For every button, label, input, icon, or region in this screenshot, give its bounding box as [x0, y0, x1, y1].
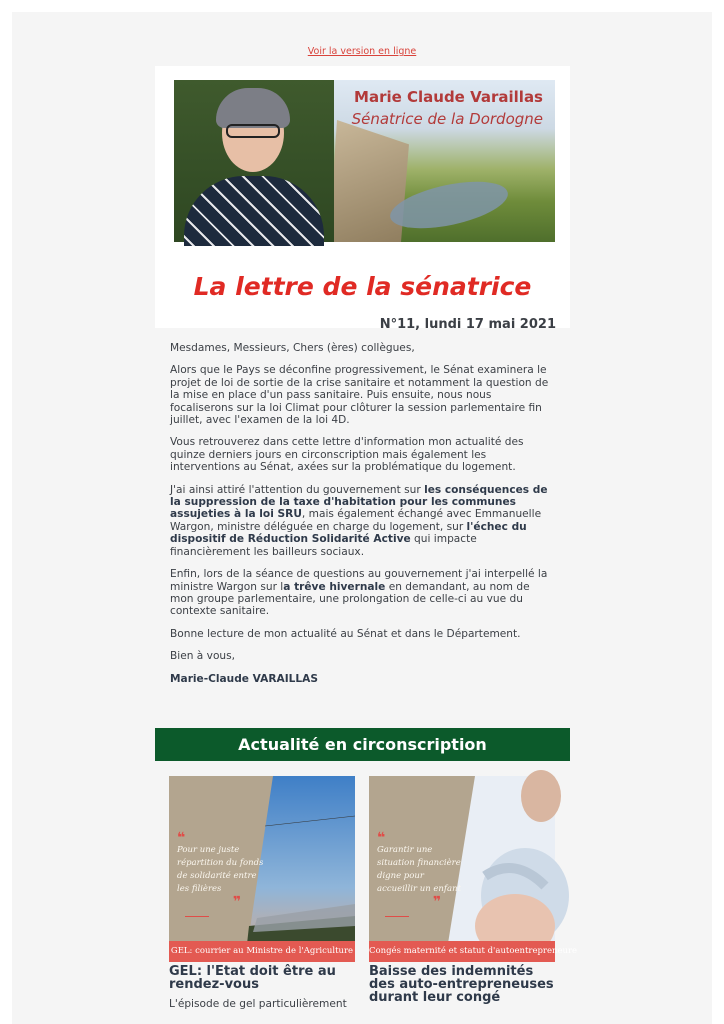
- intro-text: [170, 342, 556, 695]
- email-background: [12, 12, 712, 1024]
- quote-open-icon: ❝: [177, 830, 186, 846]
- highlight-treve: a trêve hivernale: [283, 580, 386, 593]
- highlight-rsa: l'échec du dispositif de Réduction Solidarité Active: [170, 520, 527, 546]
- intro-paragraph-3: J'ai ainsi attiré l'attention du gouvernement sur les conséquences de la suppression de la taxe d'habitation pour les communes assujeties à la loi SRU, mais également échangé avec Emmanuelle Wargon, ministre déléguée en charge du logement, sur l'échec du dispositif de Réduction Solidarité Active qui impacte financièrement les bailleurs sociaux.: [170, 483, 548, 558]
- intro-paragraph-4: Enfin, lors de la séance de questions au gouvernement j'ai interpellé la ministre Wargon sur la trêve hivernale en demandant, au nom de mon groupe parlementaire, une prolongation de celle-ci au vue du contexte sanitaire.: [170, 568, 548, 618]
- intro-paragraph-1: Alors que le Pays se déconfine progressivement, le Sénat examinera le projet de loi de sortie de la crise sanitaire et notamment la question de la mise en place d'un pass sanitaire. Puis ensuite, nous nous focaliserons sur la loi Climat pour clôturer la session parlementaire fin juillet, avec l'examen de la loi 4D.: [170, 364, 549, 427]
- intro-paragraph-5: Bonne lecture de mon actualité au Sénat et dans le Département.: [170, 627, 521, 640]
- signature: Marie-Claude VARAILLAS: [170, 672, 318, 685]
- header-card: [155, 66, 570, 332]
- section-header: Actualité en circonscription: [155, 728, 570, 761]
- newsletter-title: La lettre de la sénatrice: [193, 272, 532, 301]
- article-quote: Pour une juste répartition du fonds de solidarité entre les filières: [177, 845, 264, 894]
- portrait-shirt: [184, 176, 324, 246]
- banner-role: Sénatrice de la Dordogne: [351, 110, 543, 128]
- article-caption: Congés maternité et statut d'autoentrepreneure: [369, 941, 555, 962]
- banner-name: Marie Claude Varaillas: [354, 88, 543, 106]
- issue-date: N°11, lundi 17 mai 2021: [379, 317, 556, 332]
- portrait-photo: [174, 80, 334, 242]
- banner-image: [174, 80, 555, 242]
- quote-open-icon: ❝: [377, 830, 386, 846]
- article-caption: GEL: courrier au Ministre de l'Agriculture: [169, 941, 355, 962]
- greeting: Mesdames, Messieurs, Chers (ères) collègues,: [170, 342, 415, 354]
- article-quote: Garantir une situation financière digne pour accueillir un enfant: [377, 845, 461, 894]
- web-version-link[interactable]: Voir la version en ligne: [307, 46, 417, 57]
- highlight-sru: les conséquences de la suppression de la taxe d'habitation pour les communes assujeties à la loi SRU: [170, 483, 548, 521]
- portrait-hair: [216, 88, 290, 128]
- article-image-maternite[interactable]: [369, 776, 578, 962]
- quote-underline: [385, 916, 409, 917]
- quote-close-icon: ❞: [233, 894, 242, 910]
- quote-close-icon: ❞: [433, 894, 442, 910]
- article-title-gel[interactable]: GEL: l'Etat doit être au rendez-vous: [169, 964, 336, 992]
- portrait-glasses: [226, 124, 280, 138]
- quote-underline: [185, 916, 209, 917]
- intro-paragraph-2: Vous retrouverez dans cette lettre d'information mon actualité des quinze derniers jours en circonscription mais également les interventions au Sénat, axées sur la problématique du logement.: [170, 436, 524, 474]
- article-title-maternite[interactable]: Baisse des indemnités des auto-entrepreneuses durant leur congé: [369, 964, 554, 1005]
- closing: Bien à vous,: [170, 650, 236, 663]
- article-image-gel[interactable]: [169, 776, 355, 962]
- article-excerpt-gel: L'épisode de gel particulièrement: [169, 998, 347, 1010]
